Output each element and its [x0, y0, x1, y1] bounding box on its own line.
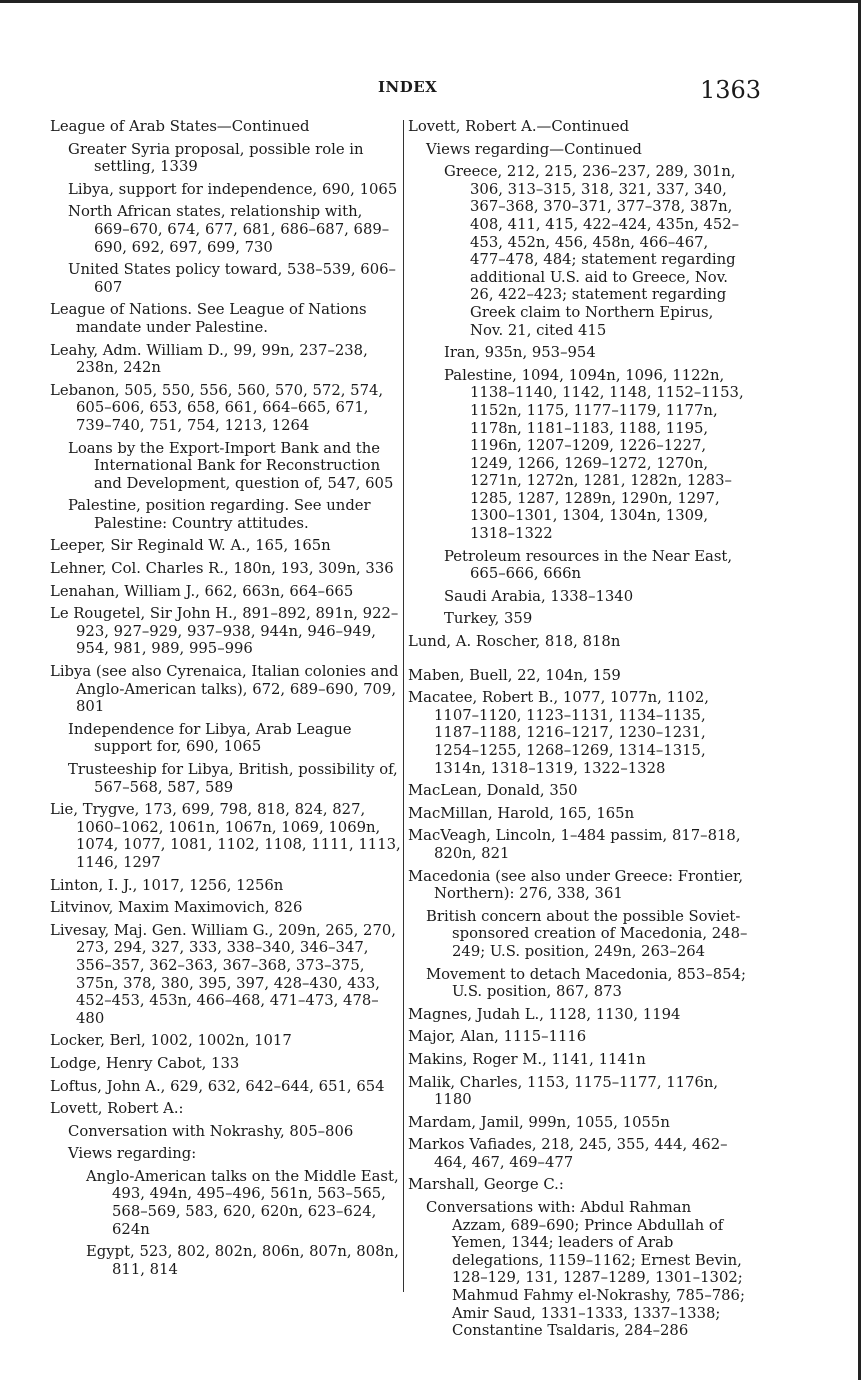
index-subentry: Conversation with Nokrashy, 805–806 — [68, 1122, 354, 1140]
index-subentry: Movement to detach Macedonia, 853–854; U.S. position, 867, 873 — [426, 965, 746, 1001]
index-subentry: Loans by the Export-Import Bank and the International Bank for Reconstruction and Development, question of, 547, 605 — [68, 439, 394, 492]
column-divider — [403, 120, 404, 1292]
index-entry: MacVeagh, Lincoln, 1–484 passim, 817–818, 820n, 821 — [408, 827, 741, 862]
index-subentry: Iran, 935n, 953–954 — [444, 344, 596, 362]
index-subentry: Greater Syria proposal, possible role in settling, 1339 — [68, 140, 364, 176]
index-entry: Lovett, Robert A.—Continued — [408, 118, 630, 135]
top-border-rule — [0, 0, 861, 3]
index-entry: Linton, I. J., 1017, 1256, 1256n — [50, 876, 284, 894]
index-entry: Leeper, Sir Reginald W. A., 165, 165n — [50, 537, 331, 555]
index-subentry: Libya, support for independence, 690, 1065 — [68, 180, 398, 198]
index-entry: Magnes, Judah L., 1128, 1130, 1194 — [408, 1005, 681, 1023]
index-entry: Marshall, George C.: — [408, 1176, 564, 1194]
index-subentry: Anglo-American talks on the Middle East, 493, 494n, 495–496, 561n, 563–565, 568–569, 583, 620, 620n, 623–624, 624n — [86, 1167, 399, 1238]
index-entry: Macedonia (see also under Greece: Frontier, Northern): 276, 338, 361 — [408, 867, 744, 903]
index-entry: MacMillan, Harold, 165, 165n — [408, 804, 635, 822]
index-subentry: Views regarding: — [68, 1145, 197, 1163]
page-header-title: INDEX — [378, 78, 438, 96]
index-subentry: Greece, 212, 215, 236–237, 289, 301n, 306, 313–315, 318, 321, 337, 340, 367–368, 370–371, 377–378, 387n, 408, 411, 415, 422–424, 435n, 452–453, 452n, 456, 458n, 466–467, 477–478, 484; statement regarding additional U.S. aid to Greece, Nov. 26, 422–423; statement regarding Greek claim to Northern Epirus, Nov. 21, cited 415 — [444, 163, 740, 339]
index-entry: Lenahan, William J., 662, 663n, 664–665 — [50, 582, 354, 600]
index-entry: Leahy, Adm. William D., 99, 99n, 237–238, 238n, 242n — [50, 341, 368, 377]
index-entry: Mardam, Jamil, 999n, 1055, 1055n — [408, 1113, 670, 1131]
index-entry: Makins, Roger M., 1141, 1141n — [408, 1050, 646, 1068]
index-entry: Litvinov, Maxim Maximovich, 826 — [50, 899, 303, 917]
index-entry: MacLean, Donald, 350 — [408, 782, 578, 800]
index-subentry: Independence for Libya, Arab League support for, 690, 1065 — [68, 720, 352, 756]
index-subentry: Petroleum resources in the Near East, 665–666, 666n — [444, 547, 733, 583]
index-entry: Le Rougetel, Sir John H., 891–892, 891n, 922–923, 927–929, 937–938, 944n, 946–949, 954, 981, 989, 995–996 — [50, 605, 399, 658]
index-entry: Livesay, Maj. Gen. William G., 209n, 265, 270, 273, 294, 327, 333, 338–340, 346–347, 356–357, 362–363, 367–368, 373–375, 375n, 378, 380, 395, 397, 428–430, 433, 452–453, 453n, 466–468, 471–473, 478–480 — [50, 921, 396, 1027]
index-subentry: North African states, relationship with, 669–670, 674, 677, 681, 686–687, 689–690, 692, 697, 699, 730 — [68, 203, 390, 256]
index-entry: Lehner, Col. Charles R., 180n, 193, 309n, 336 — [50, 560, 394, 578]
index-entry: League of Nations. See League of Nations mandate under Palestine. — [50, 301, 367, 336]
index-entry: Lund, A. Roscher, 818, 818n — [408, 633, 621, 651]
index-entry: Loftus, John A., 629, 632, 642–644, 651, 654 — [50, 1077, 385, 1095]
index-subentry: Views regarding—Continued — [426, 140, 642, 158]
index-subentry: Conversations with: Abdul Rahman Azzam, 689–690; Prince Abdullah of Yemen, 1344; leaders of Arab delegations, 1159–1162; Ernest Bevin, 128–129, 131, 1287–1289, 1301–1302; Mahmud Fahmy el-Nokrashy, 785–786; Amir Saud, 1331–1333, 1337–1338; Constantine Tsaldaris, 284–286 — [426, 1199, 745, 1340]
index-subentry: Egypt, 523, 802, 802n, 806n, 807n, 808n, 811, 814 — [86, 1243, 399, 1278]
page-number: 1363 — [700, 76, 762, 104]
index-subentry: Trusteeship for Libya, British, possibility of, 567–568, 587, 589 — [68, 761, 398, 796]
index-entry: League of Arab States—Continued — [50, 118, 310, 135]
index-subentry: Saudi Arabia, 1338–1340 — [444, 587, 634, 605]
index-column-right — [408, 118, 748, 1345]
index-entry: Lodge, Henry Cabot, 133 — [50, 1054, 240, 1072]
index-entry: Macatee, Robert B., 1077, 1077n, 1102, 1107–1120, 1123–1131, 1134–1135, 1187–1188, 1216–1217, 1230–1231, 1254–1255, 1268–1269, 1314–1315, 1314n, 1318–1319, 1322–1328 — [408, 689, 709, 777]
index-entry: Malik, Charles, 1153, 1175–1177, 1176n, 1180 — [408, 1073, 719, 1109]
index-entry: Maben, Buell, 22, 104n, 159 — [408, 666, 621, 684]
index-subentry: Palestine, position regarding. See under Palestine: Country attitudes. — [68, 497, 371, 532]
index-entry: Lovett, Robert A.: — [50, 1100, 184, 1118]
index-column-left — [50, 118, 402, 1283]
index-subentry: Turkey, 359 — [444, 610, 533, 628]
index-subentry: British concern about the possible Soviet-sponsored creation of Macedonia, 248–249; U.S. position, 249n, 263–264 — [426, 907, 748, 960]
index-subentry: Palestine, 1094, 1094n, 1096, 1122n, 1138–1140, 1142, 1148, 1152–1153, 1152n, 1175, 1177–1179, 1177n, 1178n, 1181–1183, 1188, 1195, 1196n, 1207–1209, 1226–1227, 1249, 1266, 1269–1272, 1270n, 1271n, 1272n, 1281, 1282n, 1283–1285, 1287, 1289n, 1290n, 1297, 1300–1301, 1304, 1304n, 1309, 1318–1322 — [444, 366, 744, 543]
index-entry: Lie, Trygve, 173, 699, 798, 818, 824, 827, 1060–1062, 1061n, 1067n, 1069, 1069n, 1074, 1077, 1081, 1102, 1108, 1111, 1113, 1146, 1297 — [50, 801, 401, 871]
index-entry: Locker, Berl, 1002, 1002n, 1017 — [50, 1032, 292, 1050]
index-entry: Libya (see also Cyrenaica, Italian colonies and Anglo-American talks), 672, 689–690, 709, 801 — [50, 663, 399, 716]
index-subentry: United States policy toward, 538–539, 606–607 — [68, 261, 396, 296]
index-entry: Markos Vafiades, 218, 245, 355, 444, 462–464, 467, 469–477 — [408, 1136, 728, 1171]
index-entry: Lebanon, 505, 550, 556, 560, 570, 572, 574, 605–606, 653, 658, 661, 664–665, 671, 739–740, 751, 754, 1213, 1264 — [50, 381, 384, 434]
index-entry: Major, Alan, 1115–1116 — [408, 1028, 587, 1046]
